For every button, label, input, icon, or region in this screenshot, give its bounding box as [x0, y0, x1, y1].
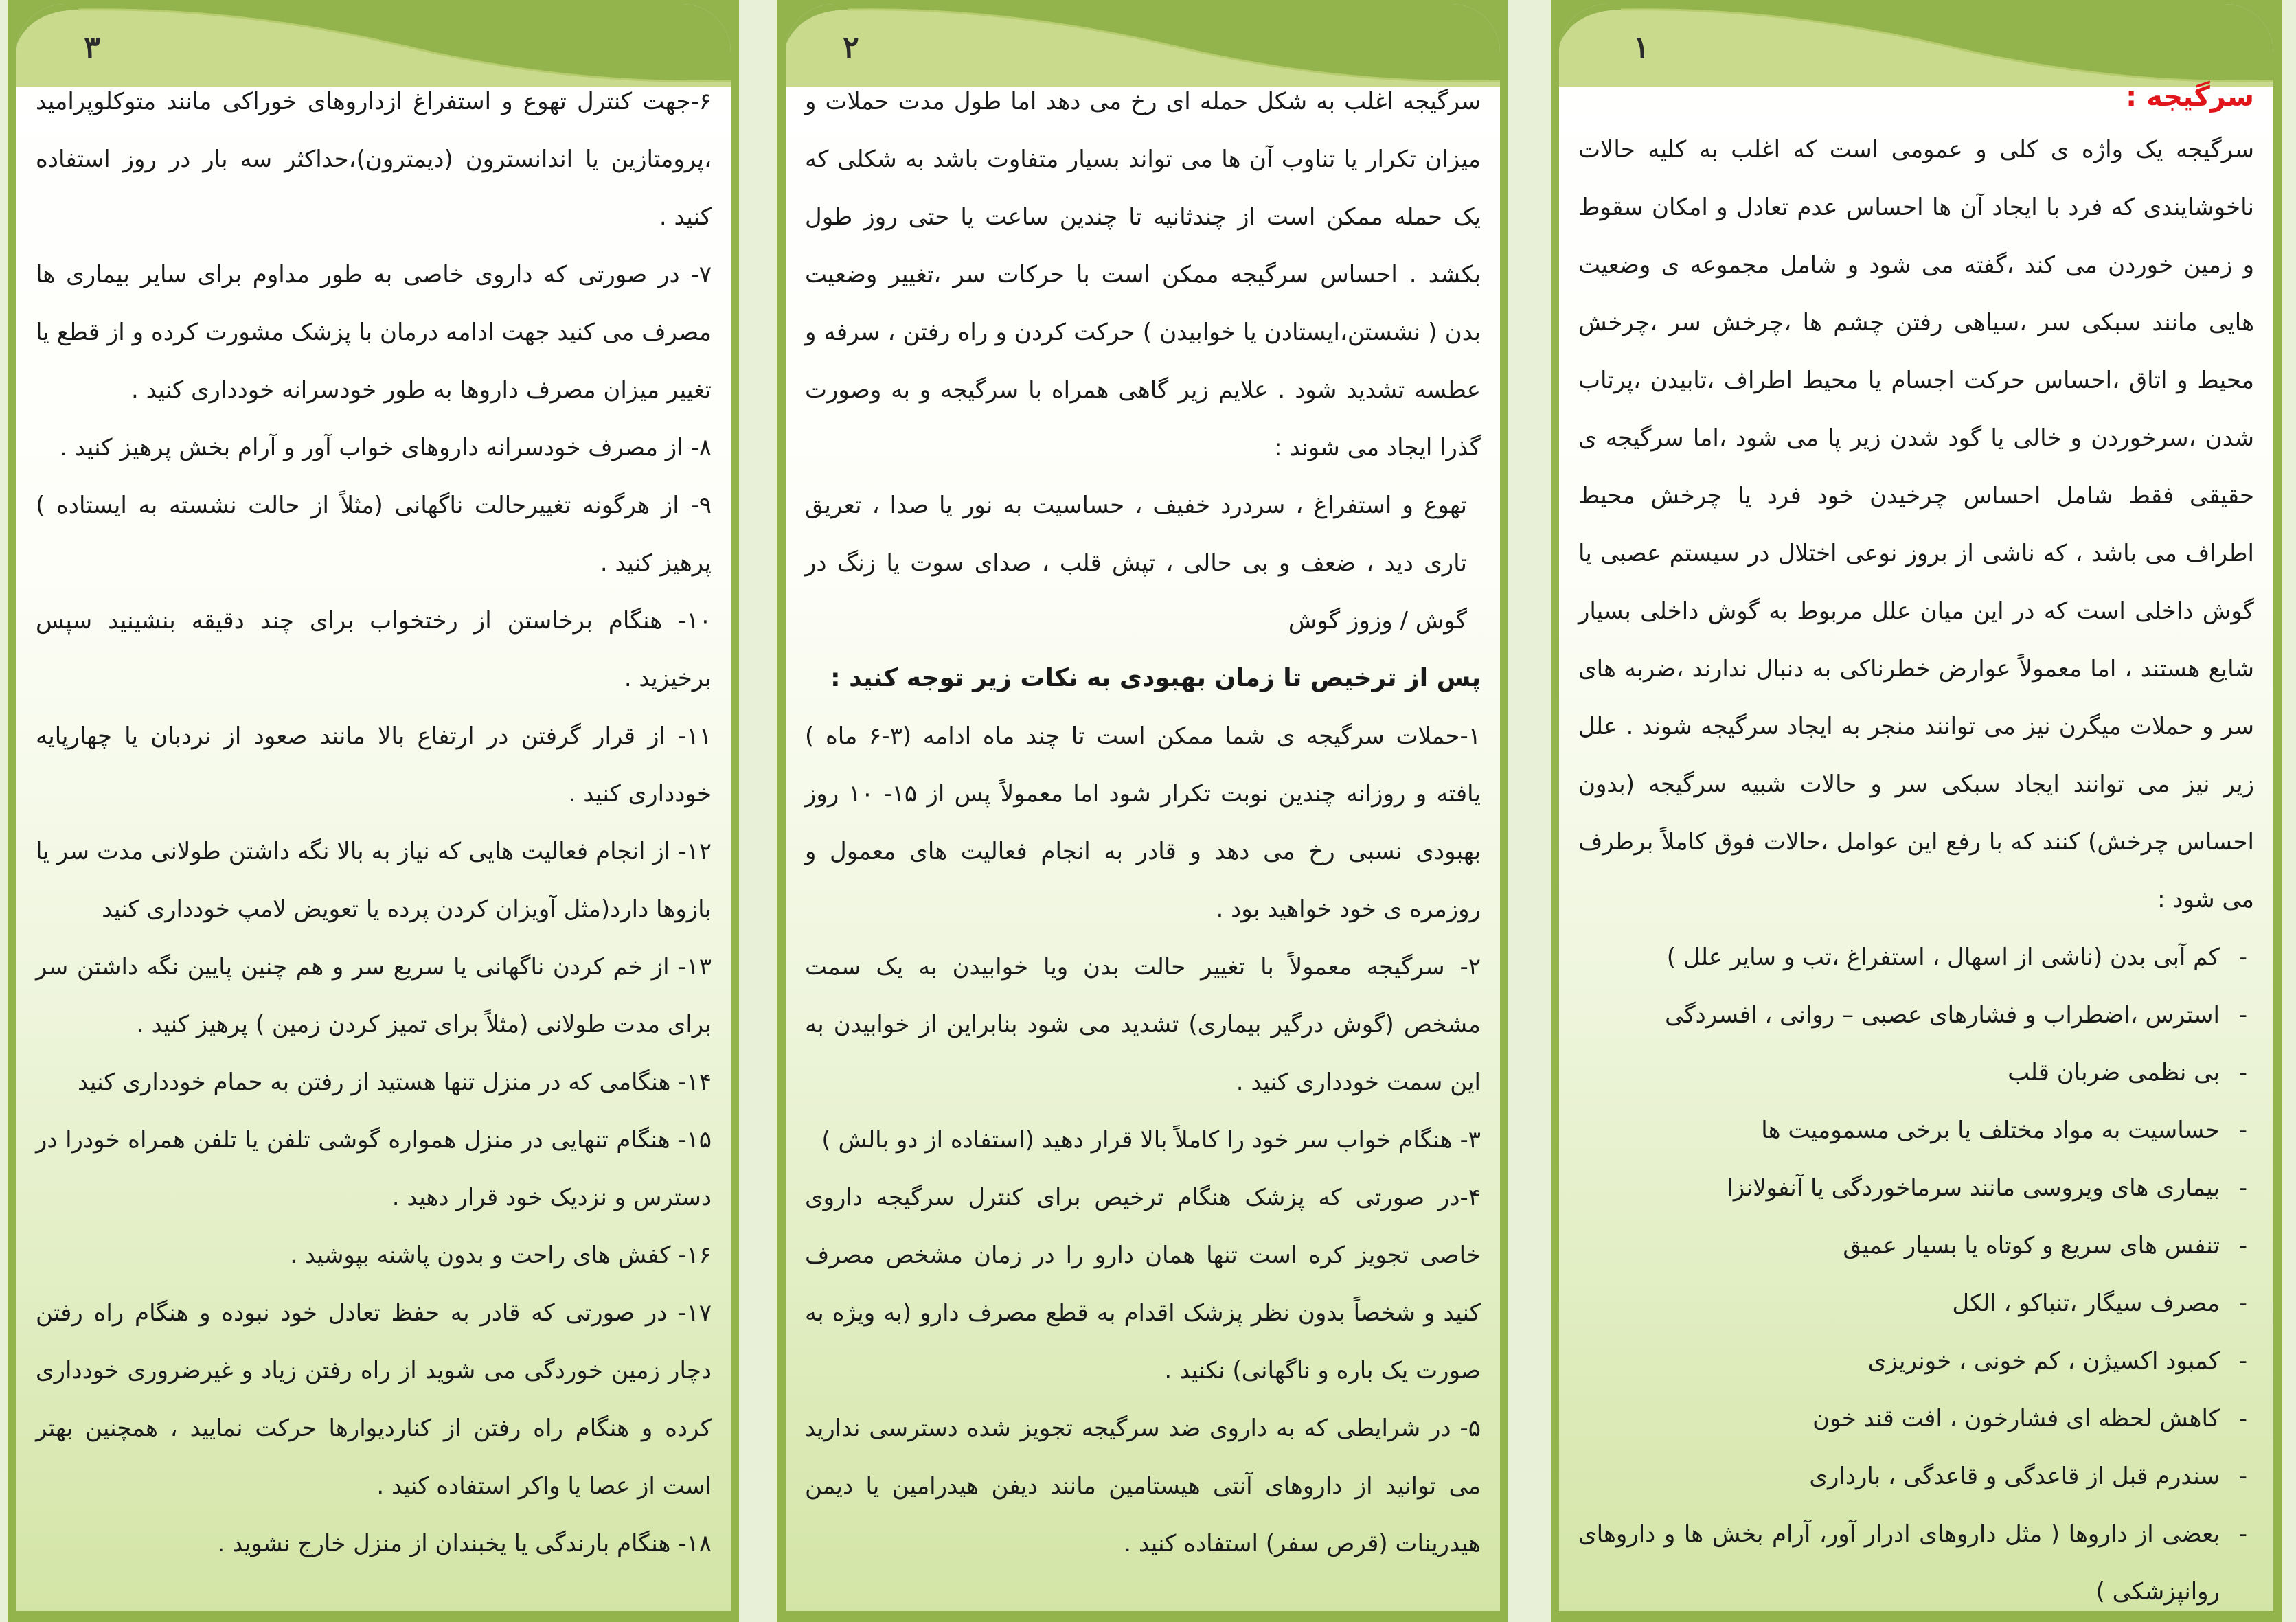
brochure-panel-1 [1551, 0, 2282, 1622]
intro-paragraph: سرگیجه یک واژه ی کلی و عمومی است که اغلب به کلیه حالات ناخوشایندی که فرد با ایجاد آن ها احساس عدم تعادل و امکان سقوط و زمین خوردن می کند ،گفته می شود و شامل مجموعه ی وضعیت هایی مانند سبکی سر ،سیاهی رفتن چشم ها ،چرخش سر ،چرخش محیط و اتاق ،احساس حرکت اجسام یا محیط اطراف ،تابیدن ،پرتاب شدن ،سرخوردن و خالی یا گود شدن زیر پا می شود ،اما سرگیجه ی حقیقی فقط شامل احساس چرخیدن خود فرد یا چرخش محیط اطراف می باشد ، که ناشی از بروز نوعی اختلال در سیستم عصبی یا گوش داخلی است که در این میان علل مربوط به گوش داخلی بسیار شایع هستند ، اما معمولاً عوارض خطرناکی به دنبال ندارند ،ضربه های سر و حملات میگرن نیز می توانند منجر به ایجاد سرگیجه شوند . علل زیر نیز می توانند ایجاد سبکی سر و حالات شبیه سرگیجه (بدون احساس چرخش) کنند که با رفع این عوامل ،حالات فوق کاملاً برطرف می شود : [1578, 136, 2254, 913]
brochure-panel-3 [8, 0, 739, 1622]
list-item: ۱۱- از قرار گرفتن در ارتفاع بالا مانند صعود از نردبان یا چهارپایه خودداری کنید . [36, 722, 712, 808]
page-number: ۲ [843, 30, 859, 65]
panel-3-page [16, 4, 731, 1611]
list-item: - کم آبی بدن (ناشی از اسهال ، استفراغ ،تب و سایر علل ) [1578, 928, 2254, 986]
list-item: ۱۵- هنگام تنهایی در منزل همواره گوشی تلفن یا تلفن همراه خودرا در دسترس و نزدیک خود قرار دهید . [36, 1126, 712, 1211]
panel-3-content [36, 73, 712, 1611]
list-item: - بی نظمی ضربان قلب [1578, 1044, 2254, 1101]
list-item: ۴-در صورتی که پزشک هنگام ترخیص برای کنترل سرگیجه داروی خاصی تجویز کره است تنها همان دارو را در زمان مشخص مصرف کنید و شخصاً بدون نظر پزشک اقدام به قطع مصرف دارو (به ویژه به صورت یک باره و ناگهانی) نکنید . [805, 1184, 1481, 1384]
symptoms-paragraph: تهوع و استفراغ ، سردرد خفیف ، حساسیت به نور یا صدا ، تعریق تاری دید ، ضعف و بی حالی ، تپش قلب ، صدای سوت یا زنگ در گوش / وزوز گوش [805, 492, 1467, 635]
brochure-panel-2 [777, 0, 1508, 1622]
list-item: ۱۶- کفش های راحت و بدون پاشنه بپوشید . [290, 1242, 712, 1269]
panel-1-page [1559, 4, 2273, 1611]
section-title: سرگیجه : [2126, 81, 2254, 113]
list-item: - کاهش لحظه ای فشارخون ، افت قند خون [1578, 1390, 2254, 1448]
causes-list [1578, 928, 2254, 1611]
list-item: - سندرم قبل از قاعدگی و قاعدگی ، بارداری [1578, 1448, 2254, 1505]
list-item: - کمبود اکسیژن ، کم خونی ، خونریزی [1578, 1332, 2254, 1390]
list-item: ۱۳- از خم کردن ناگهانی یا سریع سر و هم چنین پایین نگه داشتن سر برای مدت طولانی (مثلاً برای تمیز کردن زمین ) پرهیز کنید . [36, 953, 712, 1038]
list-item: ۳- هنگام خواب سر خود را کاملاً بالا قرار دهید (استفاده از دو بالش ) [821, 1126, 1481, 1154]
list-item: - بیماری های ویروسی مانند سرماخوردگی یا آنفولانزا [1578, 1159, 2254, 1217]
discharge-subheading: پس از ترخیص تا زمان بهبودی به نکات زیر توجه کنید : [830, 664, 1481, 692]
list-item: - حساسیت به مواد مختلف یا برخی مسمومیت ها [1578, 1101, 2254, 1159]
list-item: ۹- از هرگونه تغییرحالت ناگهانی (مثلاً از حالت نشسته به ایستاده ) پرهیز کنید . [36, 492, 712, 577]
list-item: - تنفس های سریع و کوتاه یا بسیار عمیق [1578, 1217, 2254, 1275]
list-item: ۶-جهت کنترل تهوع و استفراغ ازداروهای خوراکی مانند متوکلوپرامید ،پرومتازین یا اندانسترون (دیمترون)،حداکثر سه بار در روز استفاده کنید . [36, 88, 712, 231]
page-number: ۱ [1633, 30, 1650, 65]
list-item: ۸- از مصرف خودسرانه داروهای خواب آور و آرام بخش پرهیز کنید . [60, 434, 712, 461]
panel-2-page [786, 4, 1500, 1611]
onset-paragraph: سرگیجه اغلب به شکل حمله ای رخ می دهد اما طول مدت حملات و میزان تکرار یا تناوب آن ها می تواند بسیار متفاوت باشد به شکلی که یک حمله ممکن است از چندثانیه تا چندین ساعت یا حتی روز طول بکشد . احساس سرگیجه ممکن است با حرکات سر ،تغییر وضعیت بدن ( نشستن،ایستادن یا خوابیدن ) حرکت کردن و راه رفتن ، سرفه و عطسه تشدید شود . علایم زیر گاهی همراه با سرگیجه و به وصورت گذرا ایجاد می شوند : [805, 88, 1481, 461]
list-item: ۵- در شرایطی که به داروی ضد سرگیجه تجویز شده دسترسی ندارید می توانید از داروهای آنتی هیستامین مانند دیفن هیدرامین یا دیمن هیدرینات (قرص سفر) استفاده کنید . [805, 1415, 1481, 1557]
list-item: ۲- سرگیجه معمولاً با تغییر حالت بدن ویا خوابیدن به یک سمت مشخص (گوش درگیر بیماری) تشدید می شود بنابراین از خوابیدن به این سمت خودداری کنید . [805, 953, 1481, 1096]
list-item: ۷- در صورتی که داروی خاصی به طور مداوم برای سایر بیماری ها مصرف می کنید جهت ادامه درمان با پزشک مشورت کرده و از قطع یا تغییر میزان مصرف داروها به طور خودسرانه خودداری کنید . [36, 261, 712, 404]
list-item: ۱-حملات سرگیجه ی شما ممکن است تا چند ماه ادامه (۳-۶ ماه ) یافته و روزانه چندین نوبت تکرار شود اما معمولاً پس از ۱۵- ۱۰ روز بهبودی نسبی رخ می دهد و قادر به انجام فعالیت های معمول و روزمره ی خود خواهید بود . [805, 722, 1481, 923]
list-item: ۱۷- در صورتی که قادر به حفظ تعادل خود نبوده و هنگام راه رفتن دچار زمین خوردگی می شوید از راه رفتن زیاد و غیرضروری خودداری کرده و هنگام راه رفتن از کناردیوارها حرکت نمایید ، همچنین بهتر است از عصا یا واکر استفاده کنید . [36, 1299, 712, 1500]
list-item: ۱۴- هنگامی که در منزل تنها هستید از رفتن به حمام خودداری کنید [77, 1069, 712, 1096]
page-number: ۳ [84, 30, 100, 65]
list-item: ۱۰- هنگام برخاستن از رختخواب برای چند دقیقه بنشینید سپس برخیزید . [36, 607, 712, 692]
panel-2-content [805, 73, 1481, 1611]
panel-1-content [1578, 73, 2254, 1611]
list-item: - استرس ،اضطراب و فشارهای عصبی – روانی ، افسردگی [1578, 986, 2254, 1044]
list-item: - بعضی از داروها ( مثل داروهای ادرار آور، آرام بخش ها و داروهای روانپزشکی ) [1578, 1505, 2254, 1611]
list-item: ۱۸- هنگام بارندگی یا یخبندان از منزل خارج نشوید . [217, 1530, 712, 1557]
list-item: ۱۲- از انجام فعالیت هایی که نیاز به بالا نگه داشتن طولانی مدت سر یا بازوها دارد(مثل آویزان کردن پرده یا تعویض لامپ خودداری کنید [36, 838, 712, 923]
list-item: - مصرف سیگار ،تنباکو ، الکل [1578, 1275, 2254, 1332]
